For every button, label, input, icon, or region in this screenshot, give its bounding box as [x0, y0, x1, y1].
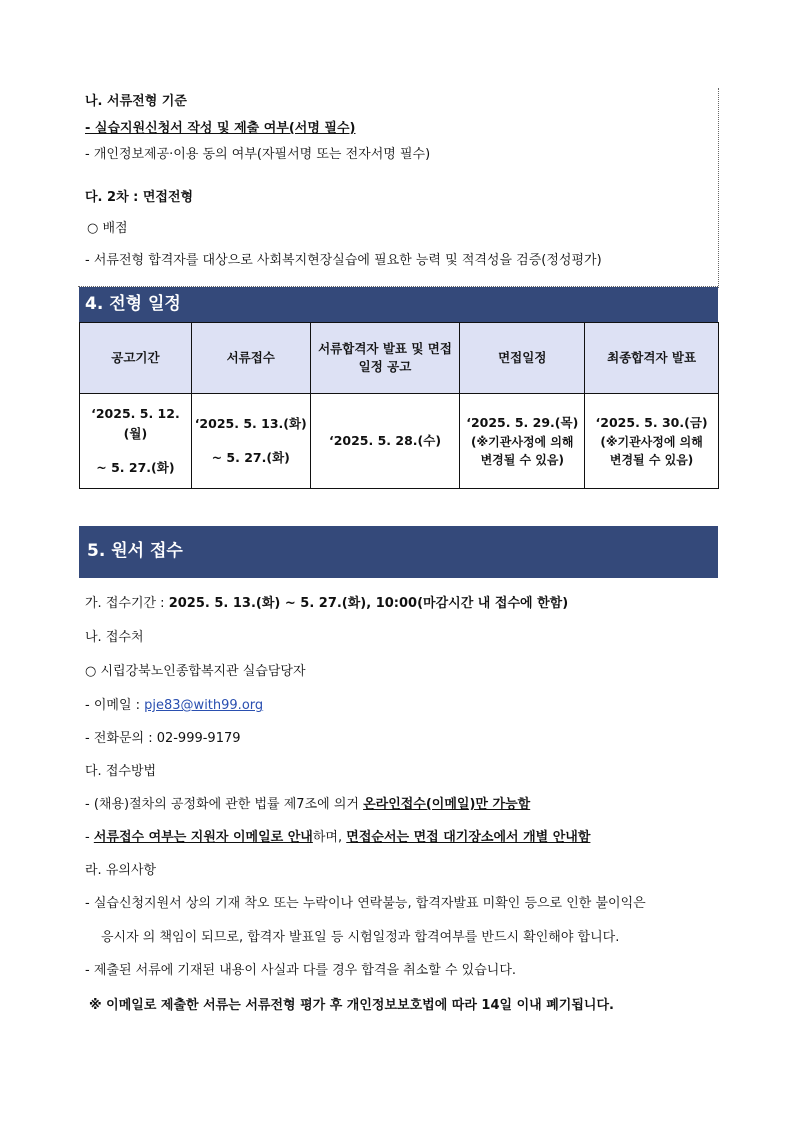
application-note1-line2: 응시자 의 책임이 되므로, 합격자 발표일 등 시험일정과 합격여부를 반드시 확인해야 합니다.	[101, 930, 620, 945]
schedule-table	[79, 322, 719, 489]
cell-document-result: ‘2025. 5. 28.(수)	[310, 394, 460, 489]
cell-notice-end: ~ 5. 27.(화)	[96, 460, 175, 475]
criteria-heading: 나. 서류전형 기준	[85, 94, 187, 109]
cell-docs-start: ‘2025. 5. 13.(화)	[194, 416, 307, 431]
header-document-result	[310, 323, 460, 394]
cell-document-submission	[191, 394, 310, 489]
application-note2: - 제출된 서류에 기재된 내용이 사실과 다를 경우 합격을 취소할 수 있습니다.	[85, 963, 517, 978]
criteria-item-consent: - 개인정보제공·이용 동의 여부(자필서명 또는 전자서명 필수)	[85, 147, 431, 162]
cell-final-note2: 변경될 수 있음)	[609, 453, 694, 467]
method2-emphasis2: 면접순서는 면접 대기장소에서 개별 안내함	[346, 830, 591, 845]
cell-interview-date	[460, 394, 585, 489]
application-section-title: 5. 원서 접수	[79, 526, 718, 578]
application-place-org: ○ 시립강북노인종합복지관 실습담당자	[85, 664, 306, 679]
application-email	[85, 697, 263, 715]
interview-score-label: ○ 배점	[87, 221, 128, 236]
method2-emphasis1: 서류접수 여부는 지원자 이메일로 안내	[93, 830, 313, 845]
method1-plain: - (채용)절차의 공정화에 관한 법률 제7조에 의거	[85, 797, 364, 812]
cell-docs-end: ~ 5. 27.(화)	[211, 450, 290, 465]
application-note1-line1: - 실습신청지원서 상의 기재 착오 또는 누락이나 연락불능, 합격자발표 미확인 등으로 인한 불이익은	[85, 896, 646, 911]
method2-prefix: -	[85, 830, 94, 845]
application-method-heading: 다. 접수방법	[85, 764, 157, 779]
method2-mid: 하며,	[312, 830, 347, 845]
application-period-label: 가. 접수기간 :	[85, 596, 169, 611]
application-period-value: 2025. 5. 13.(화) ~ 5. 27.(화), 10:00(마감시간 내 접수에 한함)	[168, 596, 569, 611]
application-phone: - 전화문의 : 02-999-9179	[85, 731, 241, 746]
method1-emphasis: 온라인접수(이메일)만 가능함	[363, 797, 531, 812]
application-notes-heading: 라. 유의사항	[85, 863, 157, 878]
criteria-item-signature	[85, 120, 355, 138]
application-method-item2	[85, 829, 590, 847]
application-period	[85, 595, 568, 613]
header-interview-date: 면접일정	[460, 323, 585, 394]
cell-interview-day: ‘2025. 5. 29.(목)	[466, 415, 579, 430]
cell-interview-note1: (※기관사정에 의해	[471, 435, 574, 449]
header-document-result-line2: 일정 공고	[358, 359, 412, 374]
header-notice-period: 공고기간	[80, 323, 192, 394]
application-method-item1	[85, 796, 530, 814]
interview-description: - 서류전형 합격자를 대상으로 사회복지현장실습에 필요한 능력 및 적격성을 검증(정성평가)	[85, 253, 602, 268]
application-email-link[interactable]: pje83@with99.org	[144, 698, 264, 713]
cell-final-note1: (※기관사정에 의해	[600, 435, 703, 449]
header-document-result-line1: 서류합격자 발표 및 면접	[318, 341, 452, 356]
header-final-result: 최종합격자 발표	[585, 323, 719, 394]
criteria-item-signature-text: - 실습지원신청서 작성 및 제출 여부(서명 필수)	[85, 121, 356, 136]
application-email-label: - 이메일 :	[85, 698, 145, 713]
schedule-header-row	[80, 323, 719, 394]
cell-final-day: ‘2025. 5. 30.(금)	[595, 415, 708, 430]
interview-heading: 다. 2차 : 면접전형	[85, 190, 194, 205]
application-place-heading: 나. 접수처	[85, 630, 144, 645]
cell-notice-start: ‘2025. 5. 12.(월)	[91, 406, 180, 441]
cell-final-result	[585, 394, 719, 489]
cell-notice-period	[80, 394, 192, 489]
schedule-data-row	[80, 394, 719, 489]
header-document-submission: 서류접수	[191, 323, 310, 394]
schedule-section-title: 4. 전형 일정	[79, 287, 718, 322]
cell-interview-note2: 변경될 수 있음)	[480, 453, 564, 467]
application-final-note: ※ 이메일로 제출한 서류는 서류전형 평가 후 개인정보보호법에 따라 14일 이내 폐기됩니다.	[89, 998, 614, 1013]
box-border-right	[718, 88, 719, 288]
